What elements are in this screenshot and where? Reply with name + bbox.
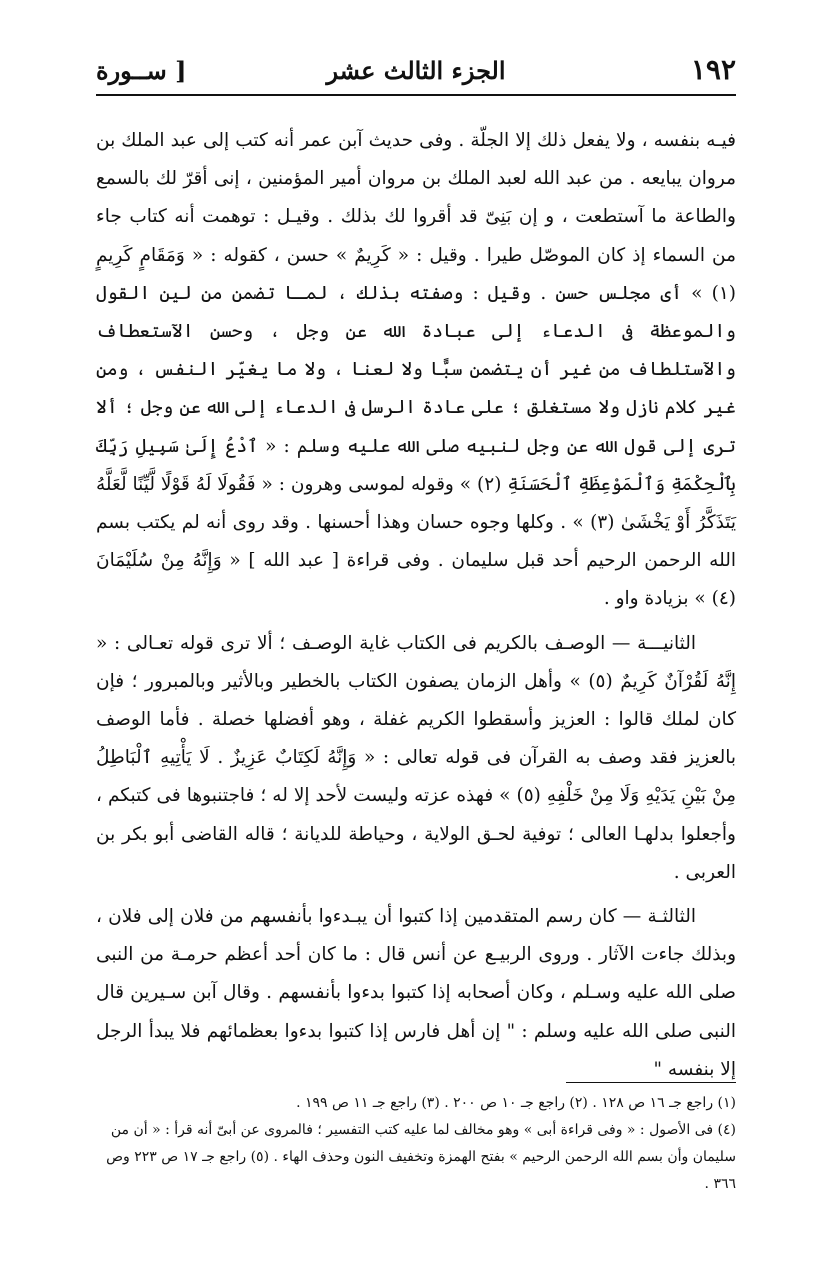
footnote-line: (٤) فى الأصول : « وفى قراءة أبى » وهو مخالف لما عليه كتب التفسير ؛ فالمروى عن أبىّ أنه قرأ : « أن من سليمان وأن بسم الله الرحمن الرحيم » بفتح الهمزة وتخفيف النون وحذف الهاء . (٥) راجع جـ ١٧ ص ٢٢٣ وص ٣٦٦ .: [106, 1122, 736, 1192]
paragraph-intro: فيـه بنفسه ، ولا يفعل ذلك إلا الجلّة . وفى حديث آبن عمر أنه كتب إلى عبد الملك بن مروان يبايعه . من عبد الله لعبد الملك بن مروان أمير المؤمنين ، إنى أقرّ لك بالسمع والطاعة ما آستطعت ، و إن بَنِىّ قد أقروا لك بذلك . وقيـل : توهمت أنه كتاب جاء من السماء إذ كان الموصّل طيرا . وقيل : « كَرِيمٌ » حسن ، كقوله : « وَمَقَامٍ كَرِيمٍ (١) » أى مجلس حسن . وقيل : وصفته بذلك ، لمـا تضمن من لين القول والموعظة فى الدعاء إلى عبادة الله عن وجل ، وحسن الآستعطاف والآستلطاف من غير أن يتضمن سبًّا ولا لعنا ، ولا ما يغيّر النفس ، ومن غير كلام نازل ولا مستغلق ؛ على عادة الرسل فى الدعاء إلى الله عن وجل ؛ ألا ترى إلى قول الله عن وجل لنبيه صلى الله عليه وسلم : « ٱدْعُ إِلَىٰ سَبِيلِ رَبِّكَ بِٱلْحِكْمَةِ وَٱلْمَوْعِظَةِ ٱلْحَسَنَةِ (٢) » وقوله لموسى وهرون : « فَقُولَا لَهُ قَوْلًا لَّيِّنًا لَّعَلَّهُ يَتَذَكَّرُ أَوْ يَخْشَىٰ (٣) » . وكلها وجوه حسان وهذا أحسنها . وقد روى أنه لم يكتب بسم الله الرحمن الرحيم أحد قبل سليمان . وفى قراءة [ عبد الله ] « وَإِنَّهُ مِنْ سُلَيْمَانَ (٤) » بزيادة واو .: [96, 130, 737, 610]
footnote-rule: [566, 1082, 736, 1083]
page-header: [96, 50, 736, 96]
footnote-line: (١) راجع جـ ١٦ ص ١٢٨ . (٢) راجع جـ ١٠ ص ٢٠٠ . (٣) راجع جـ ١١ ص ١٩٩ .: [296, 1095, 736, 1111]
header-rule: [96, 94, 736, 96]
body-text: [96, 122, 736, 1089]
page-number: ١٩٢: [690, 53, 736, 86]
running-title: الجزء الثالث عشر: [326, 56, 506, 85]
paragraph-second: الثانيـــة — الوصـف بالكريم فى الكتاب غاية الوصـف ؛ ألا ترى قوله تعـالى : « إِنَّهُ لَقُرْآنٌ كَرِيمٌ (٥) » وأهل الزمان يصفون الكتاب بالخطير وبالأثير وبالمبرور ؛ فإن كان لملك قالوا : العزيز وأسقطوا الكريم غفلة ، وهو أفضلها خصلة . فأما الوصف بالعزيز فقد وصف به القرآن فى قوله تعالى : « وَإِنَّهُ لَكِتَابٌ عَزِيزٌ . لَا يَأْتِيهِ ٱلْبَاطِلُ مِنْ بَيْنِ يَدَيْهِ وَلَا مِنْ خَلْفِهِ (٥) » فهذه عزته وليست لأحد إلا له ؛ فاجتنبوها فى كتبكم ، وأجعلوا بدلهـا العالى ؛ توفية لحـق الولاية ، وحياطة للديانة ؛ قاله القاضى أبو بكر بن العربى .: [96, 632, 736, 883]
surah-label: [ ســورة: [96, 56, 187, 85]
paragraph-third: الثالثـة — كان رسم المتقدمين إذا كتبوا أن يبـدءوا بأنفسهم من فلان إلى فلان ، وبذلك جاءت الآثار . وروى الربيـع عن أنس قال : ما كان أحد أعظم حرمـة من النبى صلى الله عليه وسـلم ، وكان أصحابه إذا كتبوا بدءوا بأنفسهم . وقال آبن سـيرين قال النبى صلى الله عليه وسلم : " إن أهل فارس إذا كتبوا بدءوا بعظمائهم فلا يبدأ الرجل إلا بنفسه ": [96, 906, 736, 1080]
footnotes: [96, 1090, 736, 1198]
